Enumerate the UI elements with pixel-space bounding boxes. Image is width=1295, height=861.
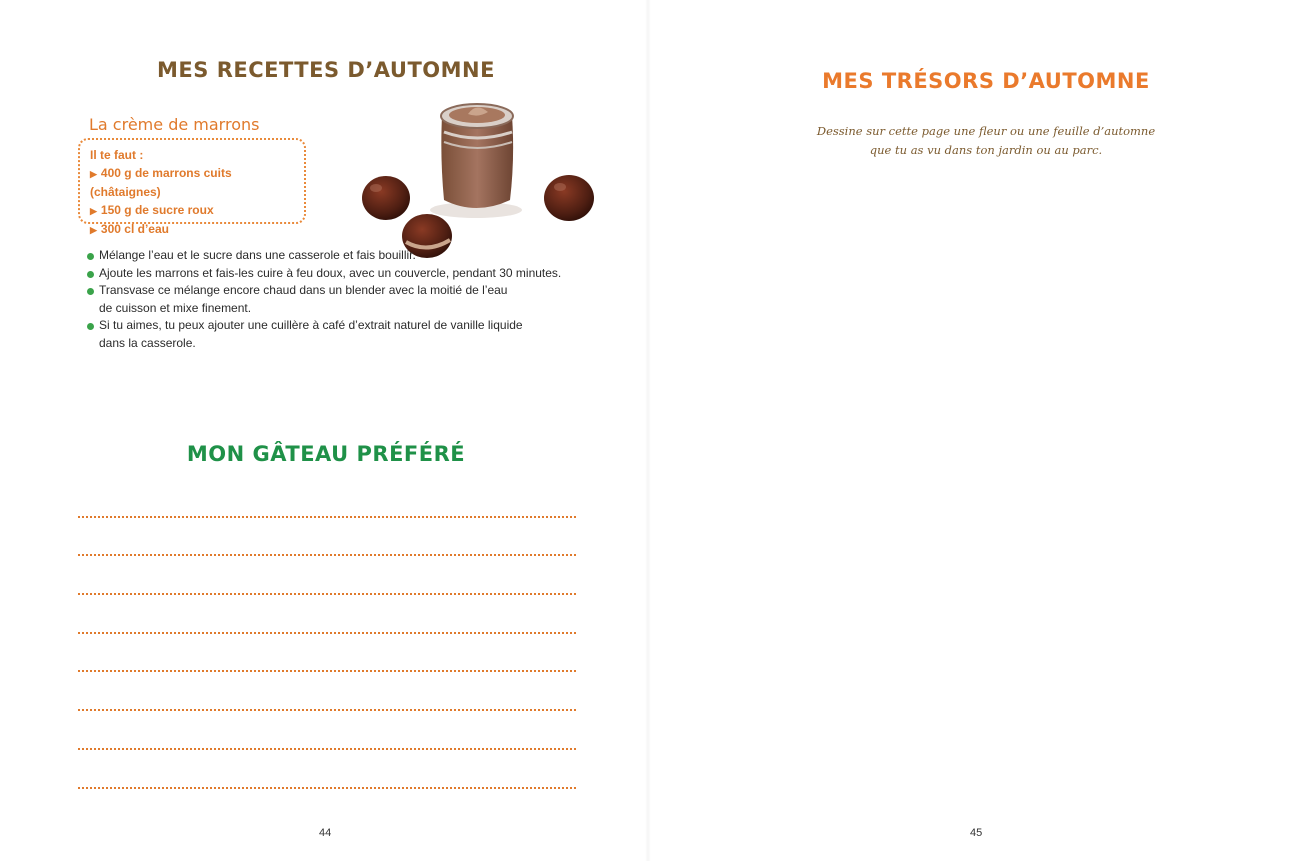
writing-line[interactable]: [78, 516, 576, 518]
writing-line[interactable]: [78, 593, 576, 595]
writing-line[interactable]: [78, 787, 576, 789]
step-line: Mélange l’eau et le sucre dans une casserole et fais bouillir.: [99, 248, 416, 262]
green-dot-icon: [87, 253, 94, 260]
triangle-right-icon: ▶: [90, 225, 97, 235]
ingredient-item: [90, 220, 304, 239]
page-number-left: 44: [319, 827, 332, 839]
treasures-title: MES TRÉSORS D’AUTOMNE: [822, 69, 1150, 93]
ingredients-box: [78, 138, 306, 236]
step-line: de cuisson et mixe finement.: [99, 300, 252, 315]
ingredient-text: 400 g de marrons cuits (châtaignes): [90, 166, 232, 199]
chestnut-cream-illustration: [350, 88, 600, 268]
chestnut-icon: [544, 175, 594, 221]
green-dot-icon: [87, 323, 94, 330]
ingredient-item: [90, 201, 304, 220]
writing-line[interactable]: [78, 632, 576, 634]
jar-icon: [430, 104, 522, 218]
chestnut-icon: [362, 176, 410, 220]
recipe-steps: [86, 247, 606, 352]
step-line: Ajoute les marrons et fais-les cuire à feu doux, avec un couvercle, pendant 30 minutes.: [99, 265, 562, 280]
instruction-line: que tu as vu dans ton jardin ou au parc.: [869, 143, 1103, 157]
favorite-cake-title: MON GÂTEAU PRÉFÉRÉ: [186, 442, 466, 466]
triangle-right-icon: ▶: [90, 206, 97, 216]
recipe-step: [86, 265, 606, 283]
writing-line[interactable]: [78, 709, 576, 711]
green-dot-icon: [87, 271, 94, 278]
step-line: dans la casserole.: [99, 335, 196, 350]
recipe-step: [86, 317, 606, 352]
ingredient-text: 300 cl d’eau: [100, 222, 169, 236]
step-line: Transvase ce mélange encore chaud dans un blender avec la moitié de l’eau: [99, 283, 508, 297]
page-number-right: 45: [970, 827, 983, 839]
writing-line[interactable]: [78, 554, 576, 556]
step-line: Si tu aimes, tu peux ajouter une cuillère à café d’extrait naturel de vanille liquide: [99, 318, 523, 332]
recipe-step: [86, 247, 606, 265]
instruction-line: Dessine sur cette page une fleur ou une feuille d’automne: [816, 124, 1156, 138]
writing-line[interactable]: [78, 748, 576, 750]
ingredients-heading: Il te faut :: [90, 148, 144, 162]
writing-line[interactable]: [78, 670, 576, 672]
ingredient-text: 150 g de sucre roux: [100, 203, 214, 217]
recipe-name: La crème de marrons: [89, 115, 260, 134]
recipe-step: [86, 282, 606, 317]
drawing-instruction: [648, 122, 1295, 160]
ingredient-item: [90, 164, 304, 201]
triangle-right-icon: ▶: [90, 169, 97, 179]
green-dot-icon: [87, 288, 94, 295]
recipes-title: MES RECETTES D’AUTOMNE: [157, 58, 495, 82]
